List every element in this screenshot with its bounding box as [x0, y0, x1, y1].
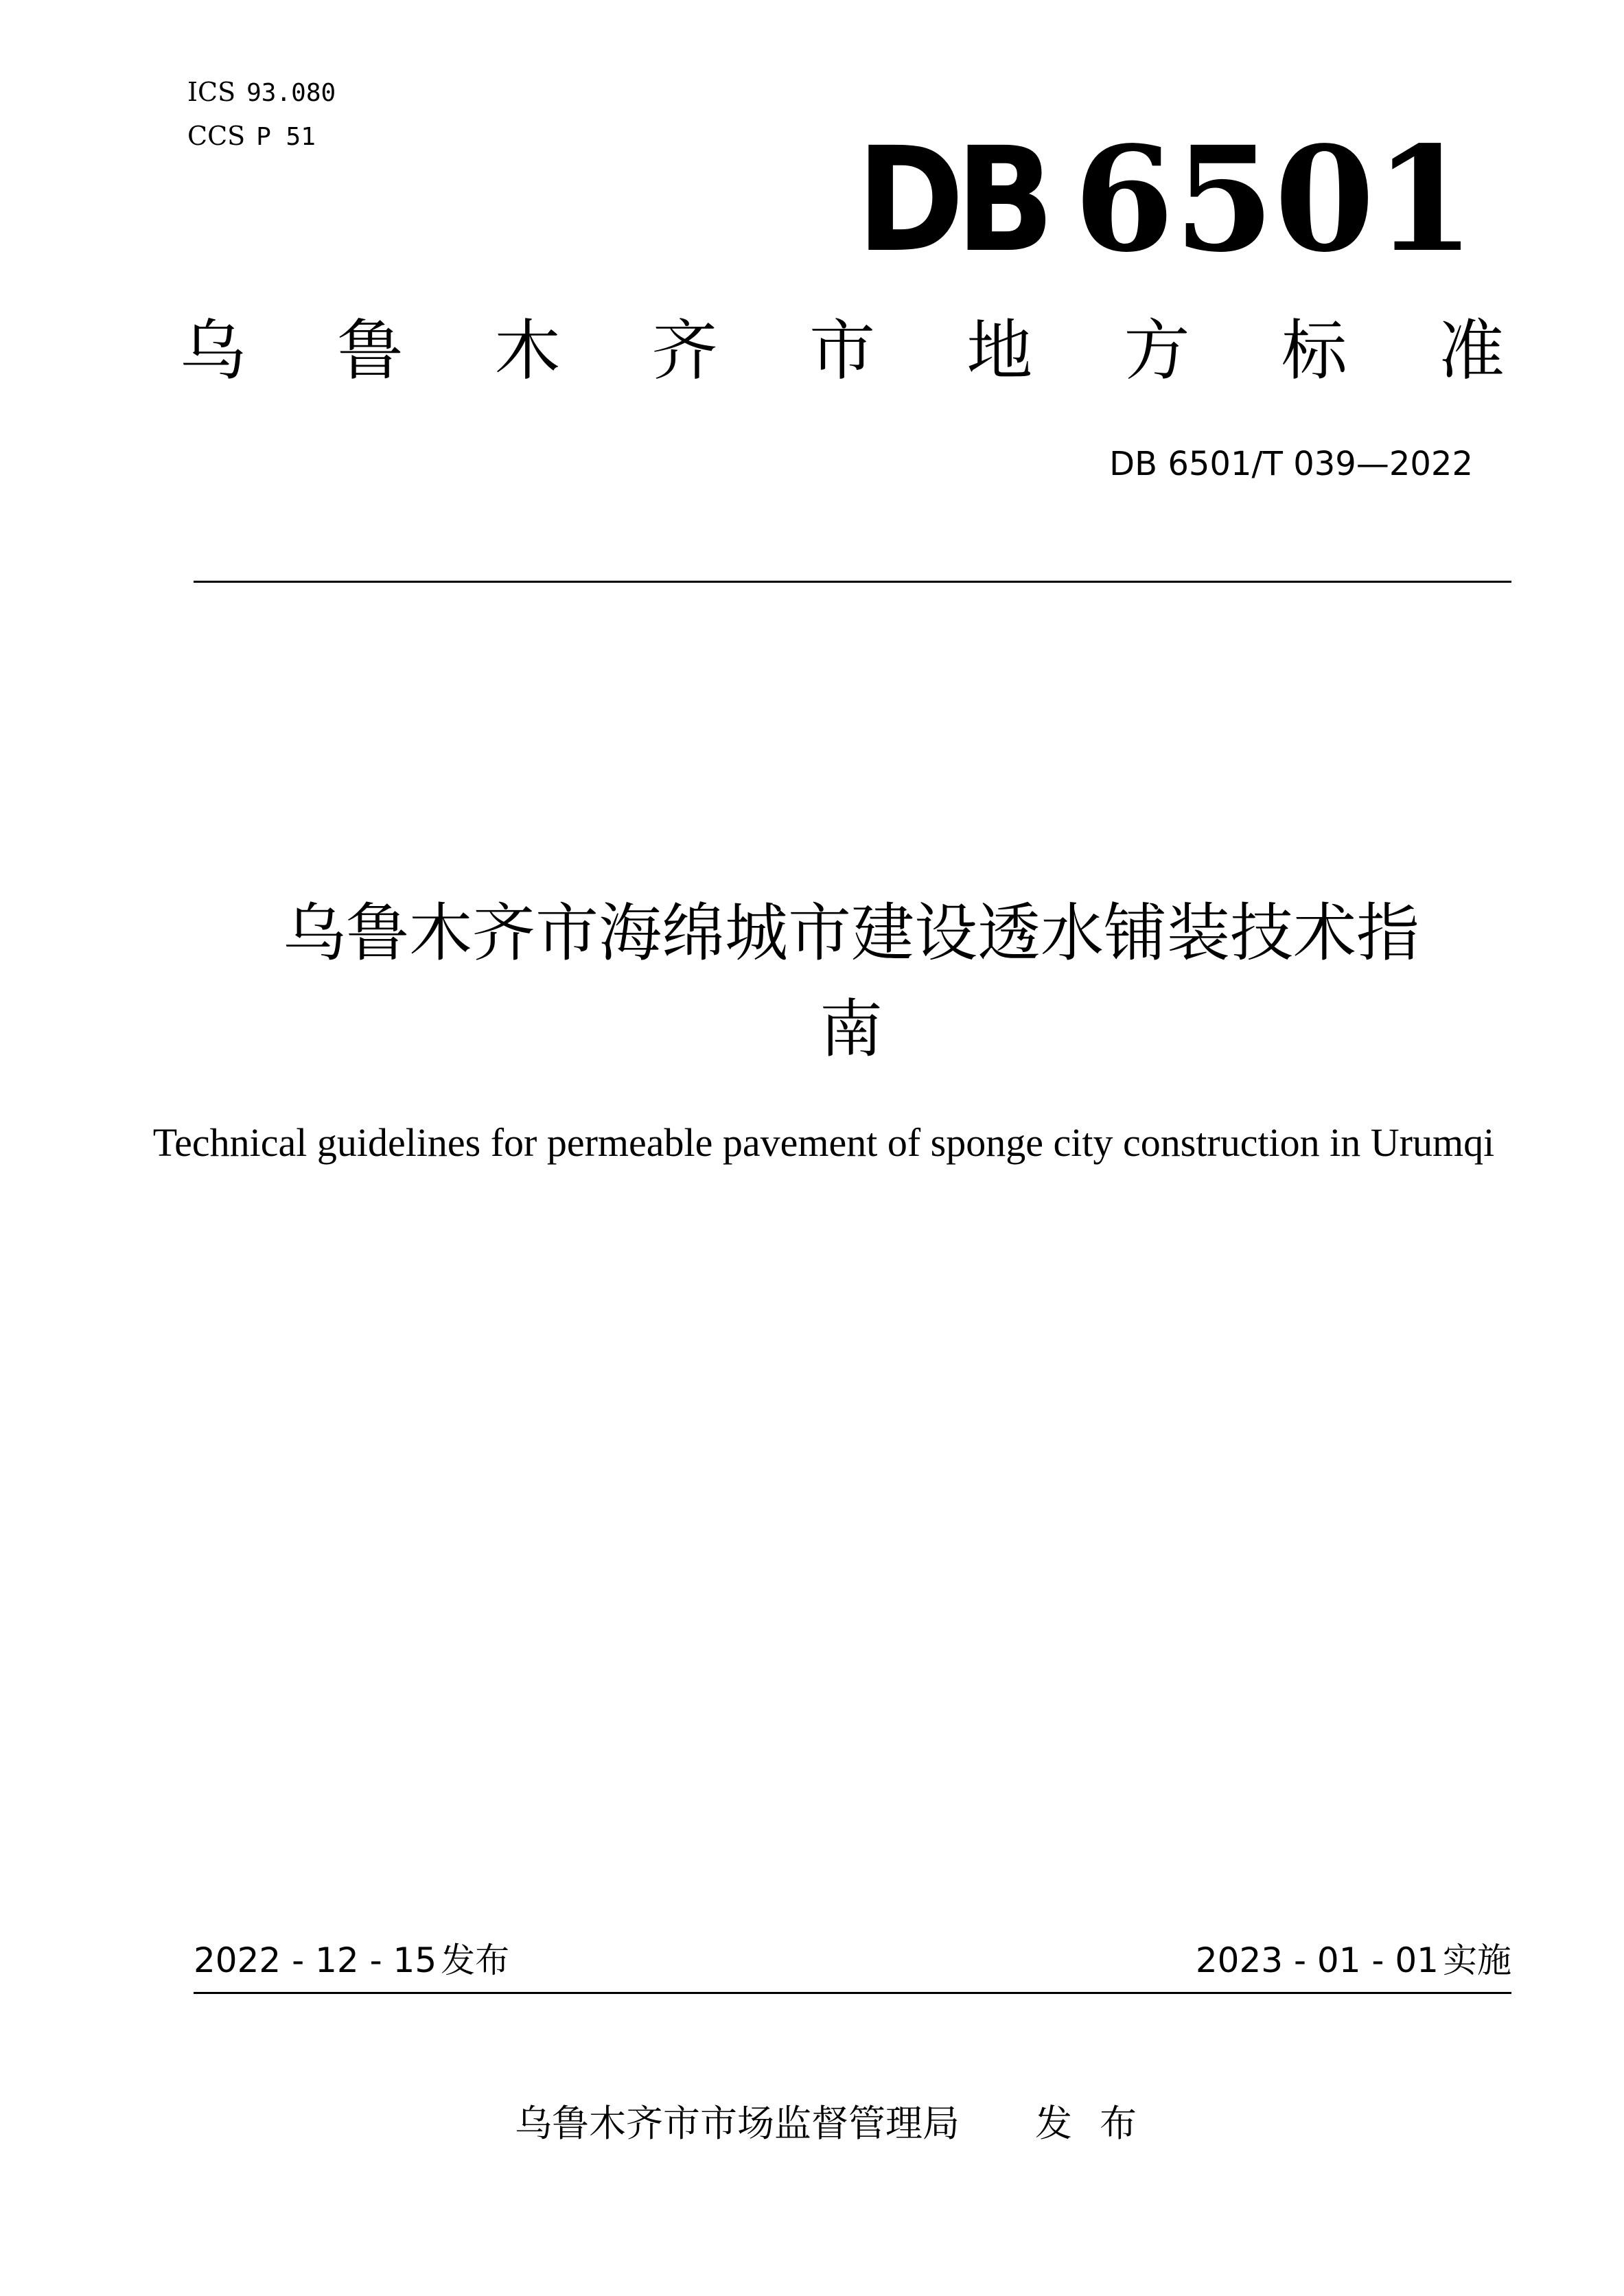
ccs-label: CCS — [187, 121, 246, 151]
ccs-code: P 51 — [256, 123, 316, 151]
issuer-name: 乌鲁木齐市市场监督管理局 — [515, 2102, 960, 2145]
title-zh-line-2: 南 — [819, 993, 883, 1066]
standard-type-char: 标 — [1281, 312, 1347, 389]
standard-type-char: 鲁 — [337, 312, 404, 389]
document-title-en: Technical guidelines for permeable pavement of sponge city construction in Urumqi — [152, 1120, 1495, 1165]
standard-type-char: 市 — [809, 312, 875, 389]
standard-number: DB 6501/T 039—2022 — [1109, 445, 1473, 483]
db-logo-number: 6501 — [1074, 115, 1475, 284]
effective-date: 2023 - 01 - 01 — [1195, 1940, 1439, 1980]
document-title-zh — [199, 885, 1503, 1078]
db-standard-logo — [857, 115, 1475, 284]
standard-type-char: 准 — [1439, 312, 1505, 389]
issuer-action: 发布 — [1035, 2102, 1164, 2145]
standard-type-heading — [180, 313, 1505, 389]
standard-type-char: 齐 — [651, 312, 718, 389]
ics-code: 93.080 — [246, 79, 336, 107]
issuing-authority — [515, 2102, 1164, 2146]
top-divider — [194, 581, 1511, 583]
ics-label: ICS — [187, 77, 236, 107]
ics-classification — [187, 77, 336, 108]
standard-type-char: 方 — [1124, 312, 1190, 389]
standard-type-char: 地 — [966, 312, 1033, 389]
effective-date-line — [1196, 1940, 1511, 1981]
effective-label: 实施 — [1443, 1940, 1511, 1980]
standard-type-char: 乌 — [180, 312, 246, 389]
ccs-classification — [187, 121, 316, 152]
publish-date-line — [194, 1940, 509, 1981]
publish-date: 2022 - 12 - 15 — [194, 1940, 437, 1980]
publish-label: 发布 — [441, 1940, 510, 1980]
standard-type-char: 木 — [494, 312, 561, 389]
bottom-divider — [194, 1992, 1511, 1994]
title-zh-line-1: 乌鲁木齐市海绵城市建设透水铺装技术指 — [282, 896, 1419, 970]
db-logo-prefix: DB — [857, 116, 1046, 284]
